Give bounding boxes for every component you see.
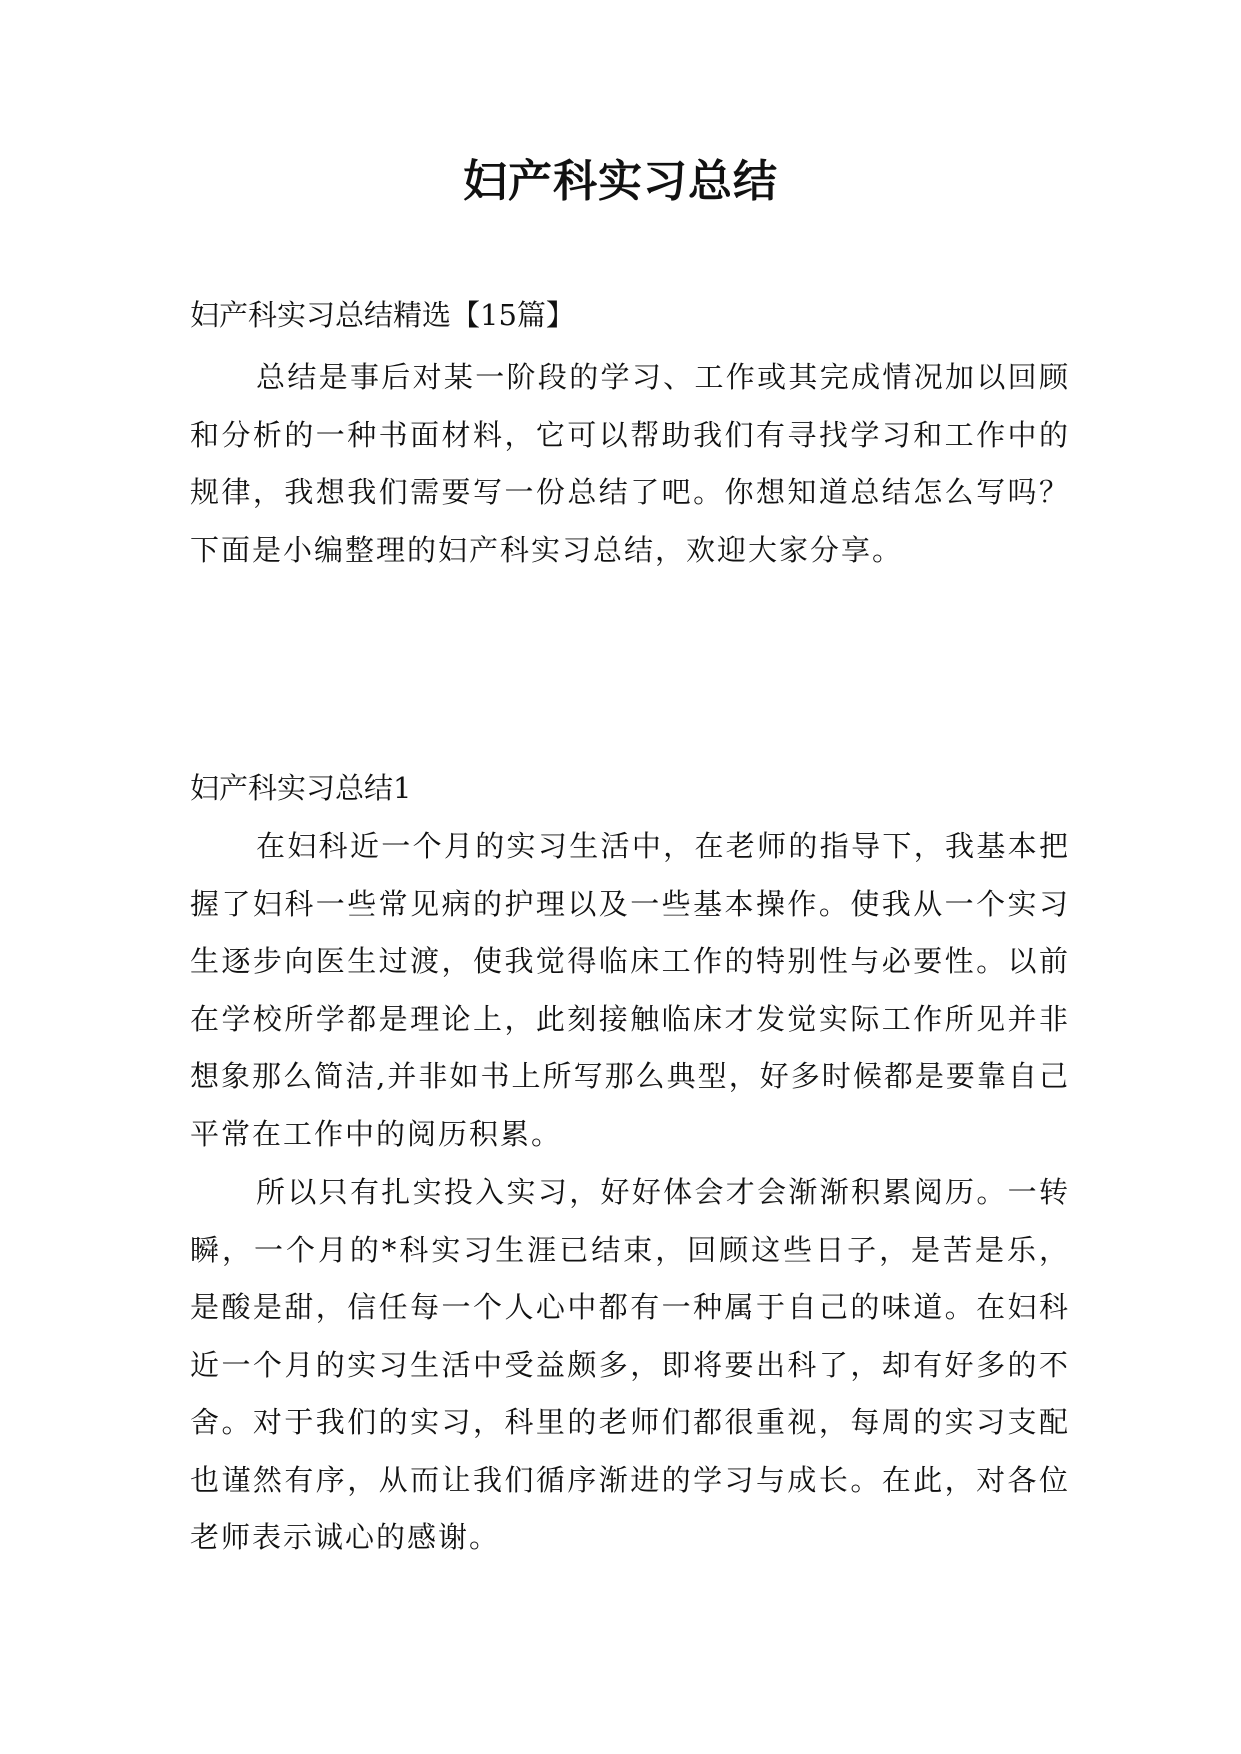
intro-paragraph: 总结是事后对某一阶段的学习、工作或其完成情况加以回顾和分析的一种书面材料，它可以帮助我们有寻找学习和工作中的规律，我想我们需要写一份总结了吧。你想知道总结怎么写吗？下面是小编整理的妇产科实习总结，欢迎大家分享。 — [190, 360, 1070, 567]
document-subtitle: 妇产科实习总结精选【15篇】 — [190, 298, 575, 332]
document-title: 妇产科实习总结 — [463, 156, 778, 207]
section-1-paragraph-1: 在妇科近一个月的实习生活中，在老师的指导下，我基本把握了妇科一些常见病的护理以及一些基本操作。使我从一个实习生逐步向医生过渡，使我觉得临床工作的特别性与必要性。以前在学校所学都是理论上，此刻接触临床才发觉实际工作所见并非想象那么简洁,并非如书上所写那么典型，好多时候都是要靠自己平常在工作中的阅历积累。 — [190, 829, 1070, 1151]
section-heading-1: 妇产科实习总结1 — [190, 771, 412, 805]
section-1-paragraph-2: 所以只有扎实投入实习，好好体会才会渐渐积累阅历。一转瞬，一个月的*科实习生涯已结束，回顾这些日子，是苦是乐，是酸是甜，信任每一个人心中都有一种属于自己的味道。在妇科近一个月的实习生活中受益颇多，即将要出科了，却有好多的不舍。对于我们的实习，科里的老师们都很重视，每周的实习支配也谨然有序，从而让我们循序渐进的学习与成长。在此，对各位老师表示诚心的感谢。 — [190, 1175, 1070, 1554]
